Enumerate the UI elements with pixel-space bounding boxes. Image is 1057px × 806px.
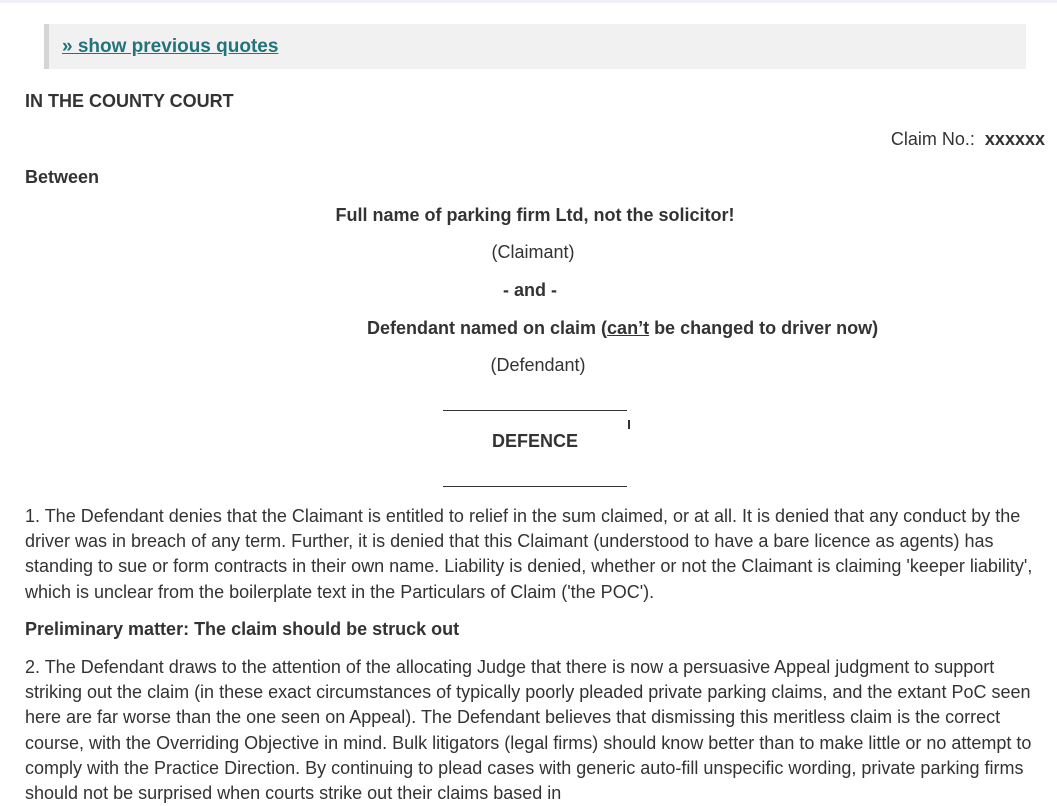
claim-number-value: xxxxxx	[984, 129, 1045, 149]
defence-title: DEFENCE	[491, 431, 578, 451]
text-cursor	[628, 420, 630, 429]
claimant-role: (Claimant)	[491, 242, 575, 262]
claim-number-line	[891, 127, 1045, 152]
paragraph-1: 1. The Defendant denies that the Claimant is entitled to relief in the sum claimed, or at all. It is denied that any conduct by the driver was in breach of any term. Further, it is denied that this Claimant (understood to have a bare licence as agents) has standing to sue or form contracts in their own name. Liability is denied, whether or not the Claimant is claiming 'keeper liability', which is unclear from the boilerplate text in the Particulars of Claim ('the POC').	[25, 506, 1033, 602]
title-rule-top	[443, 410, 627, 411]
section-heading: Preliminary matter: The claim should be struck out	[25, 619, 460, 639]
defendant-role: (Defendant)	[490, 355, 586, 375]
and-separator: - and -	[503, 280, 557, 300]
claim-number-label: Claim No.:	[890, 129, 975, 149]
defendant-name-start: Defendant named on claim (	[367, 318, 608, 338]
claimant-name: Full name of parking firm Ltd, not the solicitor!	[335, 205, 735, 225]
previous-quotes-bar	[44, 24, 1026, 69]
title-rule-bottom	[443, 486, 627, 487]
top-border	[0, 0, 1057, 3]
defendant-name-end: be changed to driver now)	[649, 318, 879, 338]
defendant-name-underlined: can’t	[607, 318, 650, 338]
defendant-name	[367, 316, 878, 341]
between-label: Between	[25, 167, 100, 187]
paragraph-2: 2. The Defendant draws to the attention of the allocating Judge that there is now a persuasive Appeal judgment to support striking out the claim (in these exact circumstances of typically poorly pleaded private parking claims, and the extant PoC seen here are far worse than the one seen on Appeal). The Defendant believes that dismissing this meritless claim is the correct course, with the Overriding Objective in mind. Bulk litigators (legal firms) should know better than to make little or no attempt to comply with the Practice Direction. By continuing to plead cases with generic auto-fill unspecific wording, private parking firms should not be surprised when courts strike out their claims based in	[25, 657, 1032, 804]
show-previous-quotes-link[interactable]: » show previous quotes	[62, 36, 279, 57]
court-heading: IN THE COUNTY COURT	[25, 91, 234, 111]
